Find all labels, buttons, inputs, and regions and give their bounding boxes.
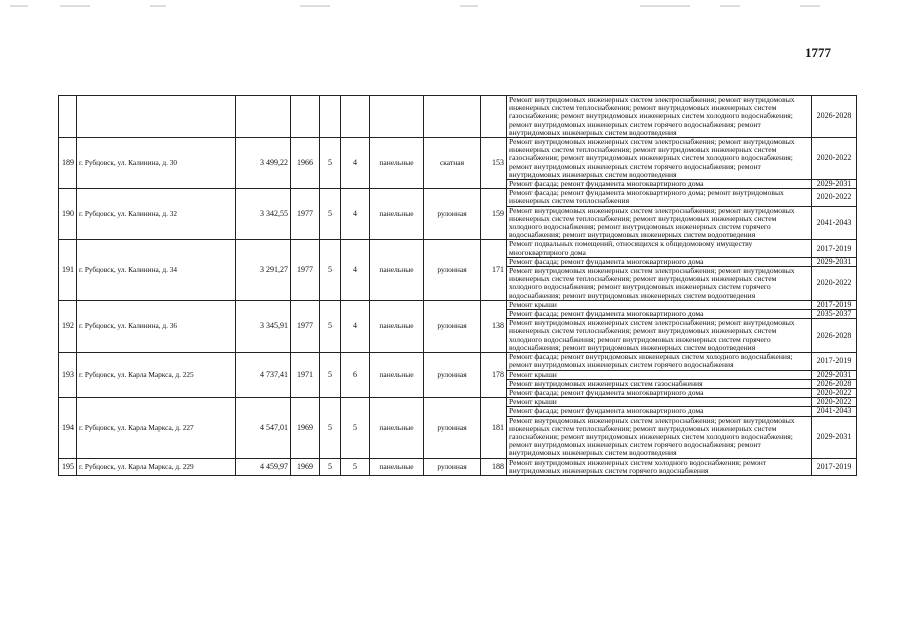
- work-period-cell: 2020-2022: [812, 267, 857, 301]
- residents-cell: 178: [481, 353, 507, 398]
- work-description-cell: Ремонт фасада; ремонт фундамента многоквартирного дома; ремонт внутридомовых инженерных систем теплоснабжения: [507, 189, 812, 206]
- work-description-cell: Ремонт фасада; ремонт внутридомовых инженерных систем холодного водоснабжения; ремонт внутридомовых инженерных систем горячего водоснабжения: [507, 353, 812, 370]
- year-cell: 1977: [291, 240, 320, 300]
- area-cell: [236, 96, 291, 138]
- address-cell: г. Рубцовск, ул. Калинина, д. 34: [77, 240, 236, 300]
- area-cell: 3 291,27: [236, 240, 291, 300]
- work-description-cell: Ремонт внутридомовых инженерных систем электроснабжения; ремонт внутридомовых инженерных систем теплоснабжения; ремонт внутридомовых инженерных систем газоснабжения; ремонт внутридомовых инженерных систем холодного водоснабжения; ремонт внутридомовых инженерных систем горячего водоснабжения; ремонт внутридомовых инженерных систем водоотведения: [507, 96, 812, 138]
- work-description-cell: Ремонт подвальных помещений, относящихся к общедомовому имуществу многоквартирного дома: [507, 240, 812, 257]
- entrances-cell: 4: [341, 240, 370, 300]
- work-period-cell: 2035-2037: [812, 310, 857, 319]
- table-row: [59, 300, 857, 309]
- area-cell: 3 345,91: [236, 300, 291, 352]
- table-body: [59, 96, 857, 476]
- year-cell: 1969: [291, 458, 320, 475]
- work-description-cell: Ремонт внутридомовых инженерных систем газоснабжения: [507, 379, 812, 388]
- row-number: 189: [59, 138, 77, 189]
- table-row: [59, 96, 857, 138]
- year-cell: 1969: [291, 398, 320, 458]
- work-description-cell: Ремонт внутридомовых инженерных систем электроснабжения; ремонт внутридомовых инженерных систем теплоснабжения; ремонт внутридомовых инженерных систем холодного водоснабжения; ремонт внутридомовых инженерных систем горячего водоснабжения; ремонт внутридомовых инженерных систем водоотведения: [507, 206, 812, 240]
- work-description-cell: Ремонт внутридомовых инженерных систем электроснабжения; ремонт внутридомовых инженерных систем теплоснабжения; ремонт внутридомовых инженерных систем газоснабжения; ремонт внутридомовых инженерных систем холодного водоснабжения; ремонт внутридомовых инженерных систем горячего водоснабжения; ремонт внутридомовых инженерных систем водоотведения: [507, 138, 812, 180]
- work-period-cell: 2017-2019: [812, 300, 857, 309]
- work-description-cell: Ремонт внутридомовых инженерных систем электроснабжения; ремонт внутридомовых инженерных систем теплоснабжения; ремонт внутридомовых инженерных систем холодного водоснабжения; ремонт внутридомовых инженерных систем горячего водоснабжения; ремонт внутридомовых инженерных систем водоотведения: [507, 267, 812, 301]
- floors-cell: 5: [320, 458, 341, 475]
- walls-cell: панельные: [370, 138, 424, 189]
- roof-cell: рулонная: [424, 189, 481, 240]
- work-period-cell: 2041-2043: [812, 407, 857, 416]
- area-cell: 3 342,55: [236, 189, 291, 240]
- address-cell: г. Рубцовск, ул. Калинина, д. 30: [77, 138, 236, 189]
- work-period-cell: 2020-2022: [812, 138, 857, 180]
- work-description-cell: Ремонт фасада; ремонт фундамента многоквартирного дома: [507, 388, 812, 397]
- year-cell: 1977: [291, 300, 320, 352]
- walls-cell: панельные: [370, 189, 424, 240]
- row-number: [59, 96, 77, 138]
- residents-cell: 188: [481, 458, 507, 475]
- walls-cell: панельные: [370, 353, 424, 398]
- row-number: 193: [59, 353, 77, 398]
- residents-cell: 138: [481, 300, 507, 352]
- work-period-cell: 2041-2043: [812, 206, 857, 240]
- walls-cell: [370, 96, 424, 138]
- work-description-cell: Ремонт внутридомовых инженерных систем электроснабжения; ремонт внутридомовых инженерных систем теплоснабжения; ремонт внутридомовых инженерных систем холодного водоснабжения; ремонт внутридомовых инженерных систем горячего водоснабжения; ремонт внутридомовых инженерных систем водоотведения: [507, 319, 812, 353]
- area-cell: 4 547,01: [236, 398, 291, 458]
- walls-cell: панельные: [370, 300, 424, 352]
- entrances-cell: 5: [341, 458, 370, 475]
- floors-cell: 5: [320, 398, 341, 458]
- year-cell: 1966: [291, 138, 320, 189]
- work-description-cell: Ремонт фасада; ремонт фундамента многоквартирного дома: [507, 310, 812, 319]
- address-cell: г. Рубцовск, ул. Карла Маркса, д. 227: [77, 398, 236, 458]
- work-period-cell: 2017-2019: [812, 458, 857, 475]
- year-cell: [291, 96, 320, 138]
- work-period-cell: 2020-2022: [812, 189, 857, 206]
- row-number: 192: [59, 300, 77, 352]
- floors-cell: 5: [320, 138, 341, 189]
- area-cell: 4 459,97: [236, 458, 291, 475]
- address-cell: г. Рубцовск, ул. Карла Маркса, д. 225: [77, 353, 236, 398]
- work-period-cell: 2026-2028: [812, 379, 857, 388]
- entrances-cell: 5: [341, 398, 370, 458]
- floors-cell: 5: [320, 240, 341, 300]
- residents-cell: 171: [481, 240, 507, 300]
- year-cell: 1977: [291, 189, 320, 240]
- work-period-cell: 2017-2019: [812, 240, 857, 257]
- roof-cell: рулонная: [424, 300, 481, 352]
- row-number: 190: [59, 189, 77, 240]
- work-period-cell: 2029-2031: [812, 370, 857, 379]
- work-period-cell: 2029-2031: [812, 416, 857, 458]
- work-period-cell: 2026-2028: [812, 96, 857, 138]
- row-number: 191: [59, 240, 77, 300]
- housing-repair-table: [58, 95, 857, 476]
- roof-cell: рулонная: [424, 353, 481, 398]
- work-description-cell: Ремонт внутридомовых инженерных систем электроснабжения; ремонт внутридомовых инженерных систем теплоснабжения; ремонт внутридомовых инженерных систем газоснабжения; ремонт внутридомовых инженерных систем холодного водоснабжения; ремонт внутридомовых инженерных систем горячего водоснабжения; ремонт внутридомовых инженерных систем водоотведения: [507, 416, 812, 458]
- work-description-cell: Ремонт крыши: [507, 300, 812, 309]
- work-description-cell: Ремонт крыши: [507, 398, 812, 407]
- table-row: [59, 240, 857, 257]
- work-description-cell: Ремонт фасада; ремонт фундамента многоквартирного дома: [507, 180, 812, 189]
- table-row: [59, 398, 857, 407]
- floors-cell: 5: [320, 189, 341, 240]
- roof-cell: скатная: [424, 138, 481, 189]
- residents-cell: 159: [481, 189, 507, 240]
- roof-cell: рулонная: [424, 458, 481, 475]
- page-number: 1777: [805, 45, 831, 60]
- address-cell: г. Рубцовск, ул. Калинина, д. 32: [77, 189, 236, 240]
- residents-cell: 181: [481, 398, 507, 458]
- floors-cell: 5: [320, 300, 341, 352]
- work-period-cell: 2017-2019: [812, 353, 857, 370]
- floors-cell: 5: [320, 353, 341, 398]
- residents-cell: 153: [481, 138, 507, 189]
- scan-noise-marks: [0, 2, 905, 14]
- table-row: [59, 458, 857, 475]
- work-period-cell: 2020-2022: [812, 388, 857, 397]
- entrances-cell: 4: [341, 138, 370, 189]
- work-period-cell: 2020-2022: [812, 398, 857, 407]
- work-description-cell: Ремонт крыши: [507, 370, 812, 379]
- work-period-cell: 2029-2031: [812, 180, 857, 189]
- area-cell: 4 737,41: [236, 353, 291, 398]
- year-cell: 1971: [291, 353, 320, 398]
- work-description-cell: Ремонт фасада; ремонт фундамента многоквартирного дома: [507, 257, 812, 266]
- address-cell: [77, 96, 236, 138]
- table-row: [59, 138, 857, 180]
- row-number: 195: [59, 458, 77, 475]
- row-number: 194: [59, 398, 77, 458]
- roof-cell: рулонная: [424, 240, 481, 300]
- entrances-cell: 6: [341, 353, 370, 398]
- floors-cell: [320, 96, 341, 138]
- work-period-cell: 2026-2028: [812, 319, 857, 353]
- work-description-cell: Ремонт внутридомовых инженерных систем холодного водоснабжения; ремонт внутридомовых инженерных систем горячего водоснабжения: [507, 458, 812, 475]
- work-description-cell: Ремонт фасада; ремонт фундамента многоквартирного дома: [507, 407, 812, 416]
- address-cell: г. Рубцовск, ул. Карла Маркса, д. 229: [77, 458, 236, 475]
- walls-cell: панельные: [370, 240, 424, 300]
- entrances-cell: 4: [341, 300, 370, 352]
- area-cell: 3 499,22: [236, 138, 291, 189]
- address-cell: г. Рубцовск, ул. Калинина, д. 36: [77, 300, 236, 352]
- residents-cell: [481, 96, 507, 138]
- work-period-cell: 2029-2031: [812, 257, 857, 266]
- table-row: [59, 189, 857, 206]
- walls-cell: панельные: [370, 398, 424, 458]
- roof-cell: рулонная: [424, 398, 481, 458]
- table-row: [59, 353, 857, 370]
- entrances-cell: [341, 96, 370, 138]
- walls-cell: панельные: [370, 458, 424, 475]
- entrances-cell: 4: [341, 189, 370, 240]
- roof-cell: [424, 96, 481, 138]
